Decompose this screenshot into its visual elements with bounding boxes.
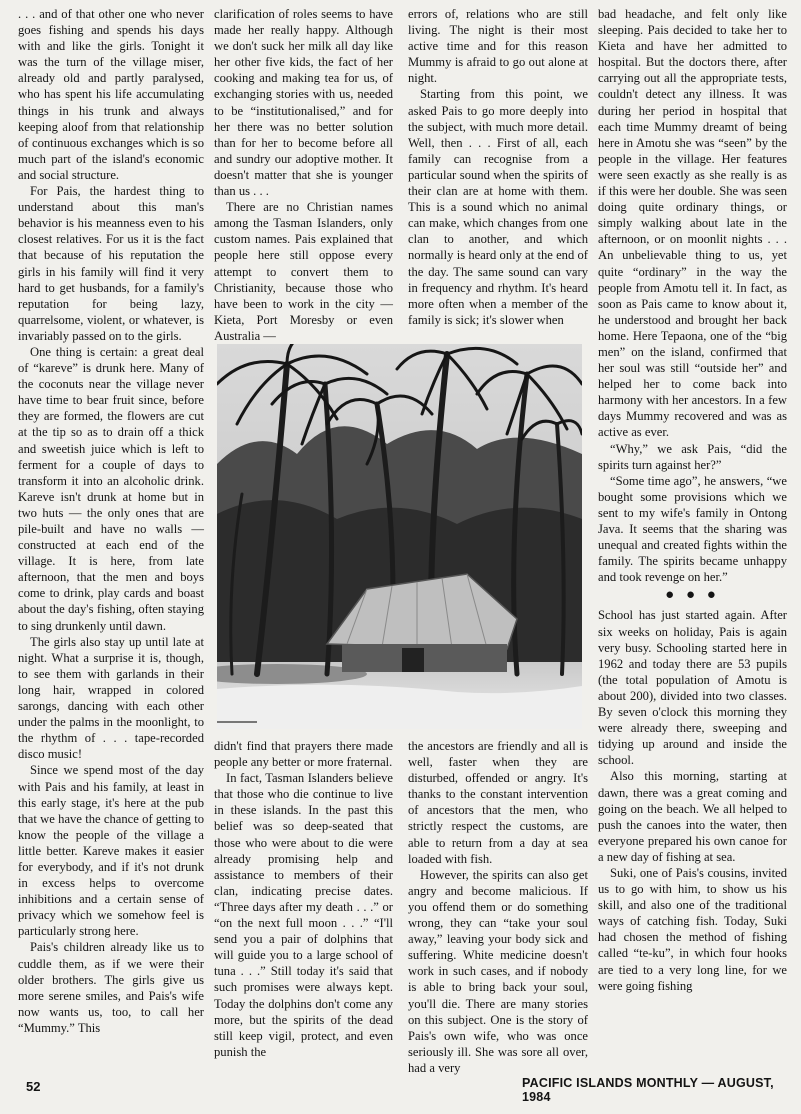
- paragraph: bad headache, and felt only like sleeping. Pais decided to take her to Kieta and have her admitted to hospital. But the doctors there, after carrying out all the appropriate tests, couldn't detect any illness. It was during her period in hospital that each time Mummy dreamt of being here in Amotu she was “seen” by the people in the village. Her features were seen exactly as she really is as if this were her double. She was seen doing quite ordinary things, or simply walking about late in the afternoon, or on moonlit nights . . . An unbelievable thing to us, yet quite “ordinary” in the way the people from Amotu tell it. In fact, as soon as Pais came to know about it, he understood and brought her back home. Here Tepaona, one of the “big men” on the island, confirmed that her soul was still “outside her” and helped her to come back into harmony with her ancestors. In a few days Mummy recovered and was as active as ever.: [598, 7, 787, 440]
- paragraph: The girls also stay up until late at night. What a surprise it is, though, to see them with garlands in their long hair, wrapped in colored sarongs, dancing with each other under the palms in the moonlight, to the rhythm of . . . tape-recorded disco music!: [18, 634, 204, 762]
- article-column-2-bottom: [214, 738, 393, 1060]
- paragraph: Suki, one of Pais's cousins, invited us to go with him, to show us his skill, and also one of the traditional ways of catching fish. Today, Suki had chosen the method of fishing called “te-ku”, in which four hooks are tied to a very long line, for we were going fishing: [598, 865, 787, 993]
- paragraph: “Some time ago”, he answers, “we bought some provisions which we sent to my wife's family in Ontong Java. It seems that the sharing was unequal and created fights within the family. The spirits became unhappy and took revenge on her.”: [598, 473, 787, 585]
- paragraph: the ancestors are friendly and all is well, faster when they are disturbed, offended or angry. It's thanks to the constant intervention of ancestors that the men, who strictly respect the customs, are able to return from a day at sea loaded with fish.: [408, 739, 588, 866]
- paragraph: Also this morning, starting at dawn, there was a great coming and going on the beach. We all helped to push the canoes into the water, then everyone prepared his own canoe for a new day of fishing at sea.: [598, 769, 787, 864]
- article-column-4: [598, 6, 787, 994]
- paragraph: However, the spirits can also get angry and become malicious. If you offend them or do something wrong, they can “take your soul away,” leaving your body sick and suffering. White medicine doesn't work in such cases, and if nobody is able to bring back your soul, you'll die. There are many stories on this subject. One is the story of Pais's own wife, who was once seriously ill. She was sore all over, had a very: [408, 867, 588, 1075]
- article-column-2-top: [214, 6, 393, 344]
- paragraph: errors of, relations who are still living. The night is their most active time and for this reason Mummy is afraid to go out alone at night.: [408, 7, 588, 86]
- paragraph: . . . and of that other one who never goes fishing and spends his days with and like the girls. Tonight it was the turn of the village miser, already old and partly paralysed, who has spent his life accumulating things in his trunk and always keeping aloof from that relationship of continuous exchanges which is so much part of the island's economic and social structure.: [18, 7, 204, 182]
- publication-footer: PACIFIC ISLANDS MONTHLY — AUGUST, 1984: [522, 1076, 774, 1104]
- paragraph: There are no Christian names among the Tasman Islanders, only custom names. Pais explained that people here still oppose every attempt to convert them to Christianity, because those who have been to work in the city — Kieta, Port Moresby or even Australia —: [214, 200, 393, 343]
- photo-illustration: [217, 344, 582, 729]
- paragraph: Starting from this point, we asked Pais to go more deeply into the subject, with much more detail. Well, then . . . First of all, each family can recognise from a particular sound when the spirits of their clan are at home with them. This is a sound which no animal can make, which changes from one clan to another, and which normally is heard only at the end of the day. The same sound can vary in frequency and rhythm. It's heard more often when a member of the family is sick; it's slower when: [408, 87, 588, 327]
- palm-huts-photo: [217, 344, 582, 729]
- article-column-3-bottom: [408, 738, 588, 1076]
- page-number: 52: [26, 1079, 41, 1094]
- paragraph: Since we spend most of the day with Pais and his family, at least in this early stage, it's here at the pub that we have the chance of getting to know the people of the village a little better. Kareve makes it easier for everybody, and if it's not drunk in excess helps to overcome inhibitions and a certain sense of privacy which we somehow feel is particularly strong here.: [18, 763, 204, 939]
- paragraph: For Pais, the hardest thing to understand about this man's behavior is his meanness even to his closest relatives. For us it is the fact that because of his reputation the girls in his family will find it very hard to get husbands, for a family's reputation for being lazy, quarrelsome, violent, or whatever, is invariably passed on to the girls.: [18, 184, 204, 343]
- section-separator: ● ● ●: [665, 587, 720, 604]
- article-column-1: [18, 6, 204, 1036]
- paragraph: Pais's children already like us to cuddle them, as if we were their older brothers. The girls give us more serene smiles, and Pais's wife now wants us, too, to call her “Mummy.” This: [18, 940, 204, 1035]
- paragraph: One thing is certain: a great deal of “kareve” is drunk here. Many of the coconuts near the village never have time to bear fruit since, before they are formed, the flowers are cut at the tip so as to drain off a thick and sweetish juice which is left to ferment for a couple of days to transform it into an alcoholic drink. Kareve isn't drunk at home but in two huts — the only ones that are pile-built and have no walls — constructed at each end of the village. It is here, from late afternoon, that the men and boys come to drink, play cards and boast about the day's fishing, often staying to sing drunkenly until dawn.: [18, 344, 204, 633]
- paragraph: didn't find that prayers there made people any better or more fraternal.: [214, 739, 393, 770]
- paragraph: clarification of roles seems to have made her really happy. Although we don't suck her milk all day like her other five kids, the fact of her cooking and making tea for us, of exchanging stories with us, needed to be “institutionalised,” and for her there was no better solution than for her to become before all and sundry our adoptive mother. It doesn't matter that she is younger than us . . .: [214, 7, 393, 199]
- article-column-3-top: [408, 6, 588, 328]
- paragraph: In fact, Tasman Islanders believe that those who die continue to live in these islands. In the past this belief was so deep-seated that those who were about to die were already promising help and assistance to members of their clan, indicating precise dates. “Three days after my death . . .” or “on the next full moon . . .” “I'll send you a pair of dolphins that will guide you to a large school of tuna . . .” Still today it's said that such promises were always kept. Today the dolphins don't come any more, but the spirits of the dead still keep vigil, protect, and even punish the: [214, 771, 393, 1059]
- paragraph: “Why,” we ask Pais, “did the spirits turn against her?”: [598, 441, 787, 472]
- paragraph: School has just started again. After six weeks on holiday, Pais is again very busy. Schooling started here in 1962 and today there are 53 pupils (the total population of Amotu is about 200), divided into two classes. By seven o'clock this morning they were already there, sweeping and tidying up around and inside the school.: [598, 608, 787, 768]
